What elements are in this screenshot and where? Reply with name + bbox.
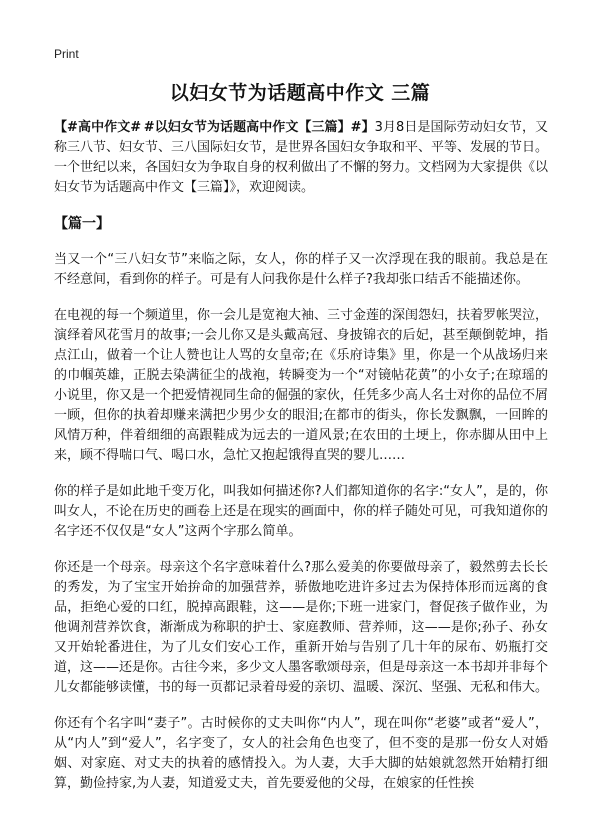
intro-tags: 【#高中作文# #以妇女节为话题高中作文【三篇】#】 [54, 120, 375, 135]
paragraph: 在电视的每一个频道里，你一会儿是宽袍大袖、三寸金莲的深闺怨妇，扶着罗帐哭泣，演绎着风花雪月的故事;一会儿你又是头戴高冠、身披锦衣的后妃，甚至颠倒乾坤，指点江山，做着一个让人赞也让人骂的女皇帝;在《乐府诗集》里，你是一个从战场归来的巾帼英雄，正脱去染满征尘的战袍，转瞬变为一个“对镜帖花黄”的小女子;在琼瑶的小说里，你又是一个把爱情视同生命的倔强的家伙，任凭多少高人名士对你的品位不屑一顾，但你的执着却赚来满把少男少女的眼泪;在都市的街头，你长发飘飘，一回眸的风情万种，伴着细细的高跟鞋成为远去的一道风景;在农田的土埂上，你赤脚从田中上来，顾不得喘口气、喝口水，急忙又抱起饿得直哭的婴儿…… [54, 308, 549, 463]
page-title: 以妇女节为话题高中作文 三篇 [169, 82, 431, 104]
paragraph: 当又一个“三八妇女节”来临之际，女人，你的样子又一次浮现在我的眼前。我总是在不经意间，看到你的样子。可是有人问我你是什么样子?我却张口结舌不能描述你。 [54, 252, 548, 287]
intro-paragraph [54, 118, 548, 198]
intro-text: 3月8日是国际劳动妇女节，又称三八节、妇女节、三八国际妇女节，是世界各国妇女争取和平、平等、发展的节日。一个世纪以来，各国妇女为争取自身的权利做出了不懈的努力。文档网为大家提供《以妇女节为话题高中作文【三篇】》，欢迎阅读。 [54, 120, 549, 195]
section-heading: 【篇一】 [54, 216, 110, 232]
paragraph: 你还是一个母亲。母亲这个名字意味着什么?那么爱美的你要做母亲了，毅然剪去长长的秀发，为了宝宝开始拚命的加强营养，骄傲地吃进许多过去为保持体形而远离的食品，拒绝心爱的口红，脱掉高跟鞋，这——是你;下班一进家门，督促孩子做作业，为他调剂营养饮食，渐渐成为称职的护士、家庭教师、营养师，这——是你;孙子、孙女又开始轮番进住，为了儿女们安心工作，重新开始与告别了几十年的尿布、奶瓶打交道，这——还是你。古往今来，多少文人墨客歌颂母亲，但是母亲这一本书却并非每个儿女都能够读懂，书的每一页都记录着母爱的亲切、温暖、深沉、坚强、无私和伟大。 [54, 560, 549, 695]
article-body [54, 118, 548, 810]
paragraph: 你还有个名字叫“妻子”。古时候你的丈夫叫你“内人”，现在叫你“老婆”或者“爱人”，从“内人”到“爱人”，名字变了，女人的社会角色也变了，但不变的是那一份女人对婚姻、对家庭、对丈夫的执着的感情投入。为人妻，大手大脚的姑娘就忽然开始精打细算，勤俭持家,为人妻，知道爱丈夫，首先要爱他的父母，在娘家的任性挨 [54, 716, 548, 791]
paragraph: 你的样子是如此地千变万化，叫我如何描述你?人们都知道你的名字:“女人”，是的，你叫女人，不论在历史的画卷上还是在现实的画面中，你的样子随处可见，可我知道你的名字还不仅仅是“女人”这两个字那么简单。 [54, 484, 549, 539]
print-link[interactable]: Print [54, 47, 79, 61]
